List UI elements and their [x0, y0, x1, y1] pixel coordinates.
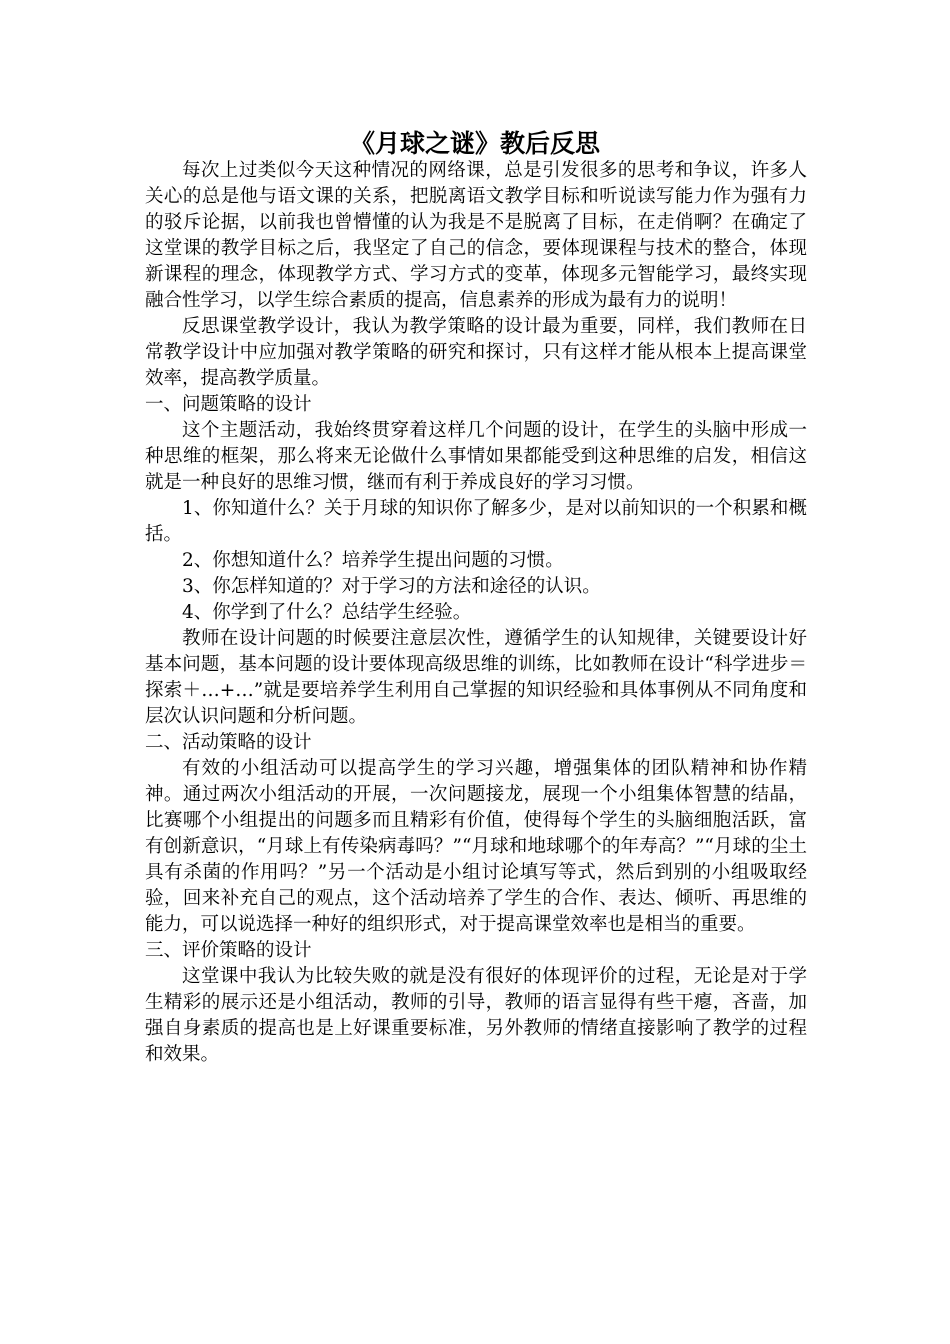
paragraph: 这个主题活动，我始终贯穿着这样几个问题的设计，在学生的头脑中形成一种思维的框架，那么将来无论做什么事情如果都能受到这种思维的启发，相信这就是一种良好的思维习惯，继而有利于养成良好的学习习惯。 — [145, 420, 807, 493]
paragraph: 教师在设计问题的时候要注意层次性，遵循学生的认知规律，关键要设计好基本问题，基本问题的设计要体现高级思维的训练，比如教师在设计“科学进步＝探索＋…+…”就是要培养学生利用自己掌握的知识经验和具体事例从不同角度和层次认识问题和分析问题。 — [145, 628, 807, 727]
paragraph: 这堂课中我认为比较失败的就是没有很好的体现评价的过程，无论是对于学生精彩的展示还是小组活动，教师的引导，教师的语言显得有些干瘪，吝啬，加强自身素质的提高也是上好课重要标准，另外教师的情绪直接影响了教学的过程和效果。 — [145, 966, 807, 1065]
list-item: 1、你知道什么？关于月球的知识你了解多少，是对以前知识的一个积累和概括。 — [145, 498, 807, 545]
paragraph: 反思课堂教学设计，我认为教学策略的设计最为重要，同样，我们教师在日常教学设计中应加强对教学策略的研究和探讨，只有这样才能从根本上提高课堂效率，提高教学质量。 — [145, 316, 807, 389]
section-heading: 一、问题策略的设计 — [145, 394, 312, 415]
section-heading: 三、评价策略的设计 — [145, 940, 312, 961]
document-body — [145, 158, 807, 1068]
document-title: 《月球之谜》教后反思 — [349, 129, 600, 158]
section-heading: 二、活动策略的设计 — [145, 732, 312, 753]
list-item: 2、你想知道什么？培养学生提出问题的习惯。 — [182, 550, 564, 571]
list-item: 3、你怎样知道的？对于学习的方法和途径的认识。 — [182, 576, 601, 597]
list-item: 4、你学到了什么？总结学生经验。 — [182, 602, 472, 623]
paragraph: 每次上过类似今天这种情况的网络课，总是引发很多的思考和争议，许多人关心的总是他与语文课的关系，把脱离语文教学目标和听说读写能力作为强有力的驳斥论据，以前我也曾懵懂的认为我是不是脱离了目标，在走俏啊？在确定了这堂课的教学目标之后，我坚定了自己的信念，要体现课程与技术的整合，体现新课程的理念，体现教学方式、学习方式的变革，体现多元智能学习，最终实现融合性学习，以学生综合素质的提高，信息素养的形成为最有力的说明！ — [145, 160, 807, 311]
paragraph: 有效的小组活动可以提高学生的学习兴趣，增强集体的团队精神和协作精神。通过两次小组活动的开展，一次问题接龙，展现一个小组集体智慧的结晶，比赛哪个小组提出的问题多而且精彩有价值，使得每个学生的头脑细胞活跃，富有创新意识，“月球上有传染病毒吗？”“月球和地球哪个的年寿高？”“月球的尘土具有杀菌的作用吗？”另一个活动是小组讨论填写等式，然后到别的小组吸取经验，回来补充自己的观点，这个活动培养了学生的合作、表达、倾听、再思维的能力，可以说选择一种好的组织形式，对于提高课堂效率也是相当的重要。 — [145, 758, 807, 935]
